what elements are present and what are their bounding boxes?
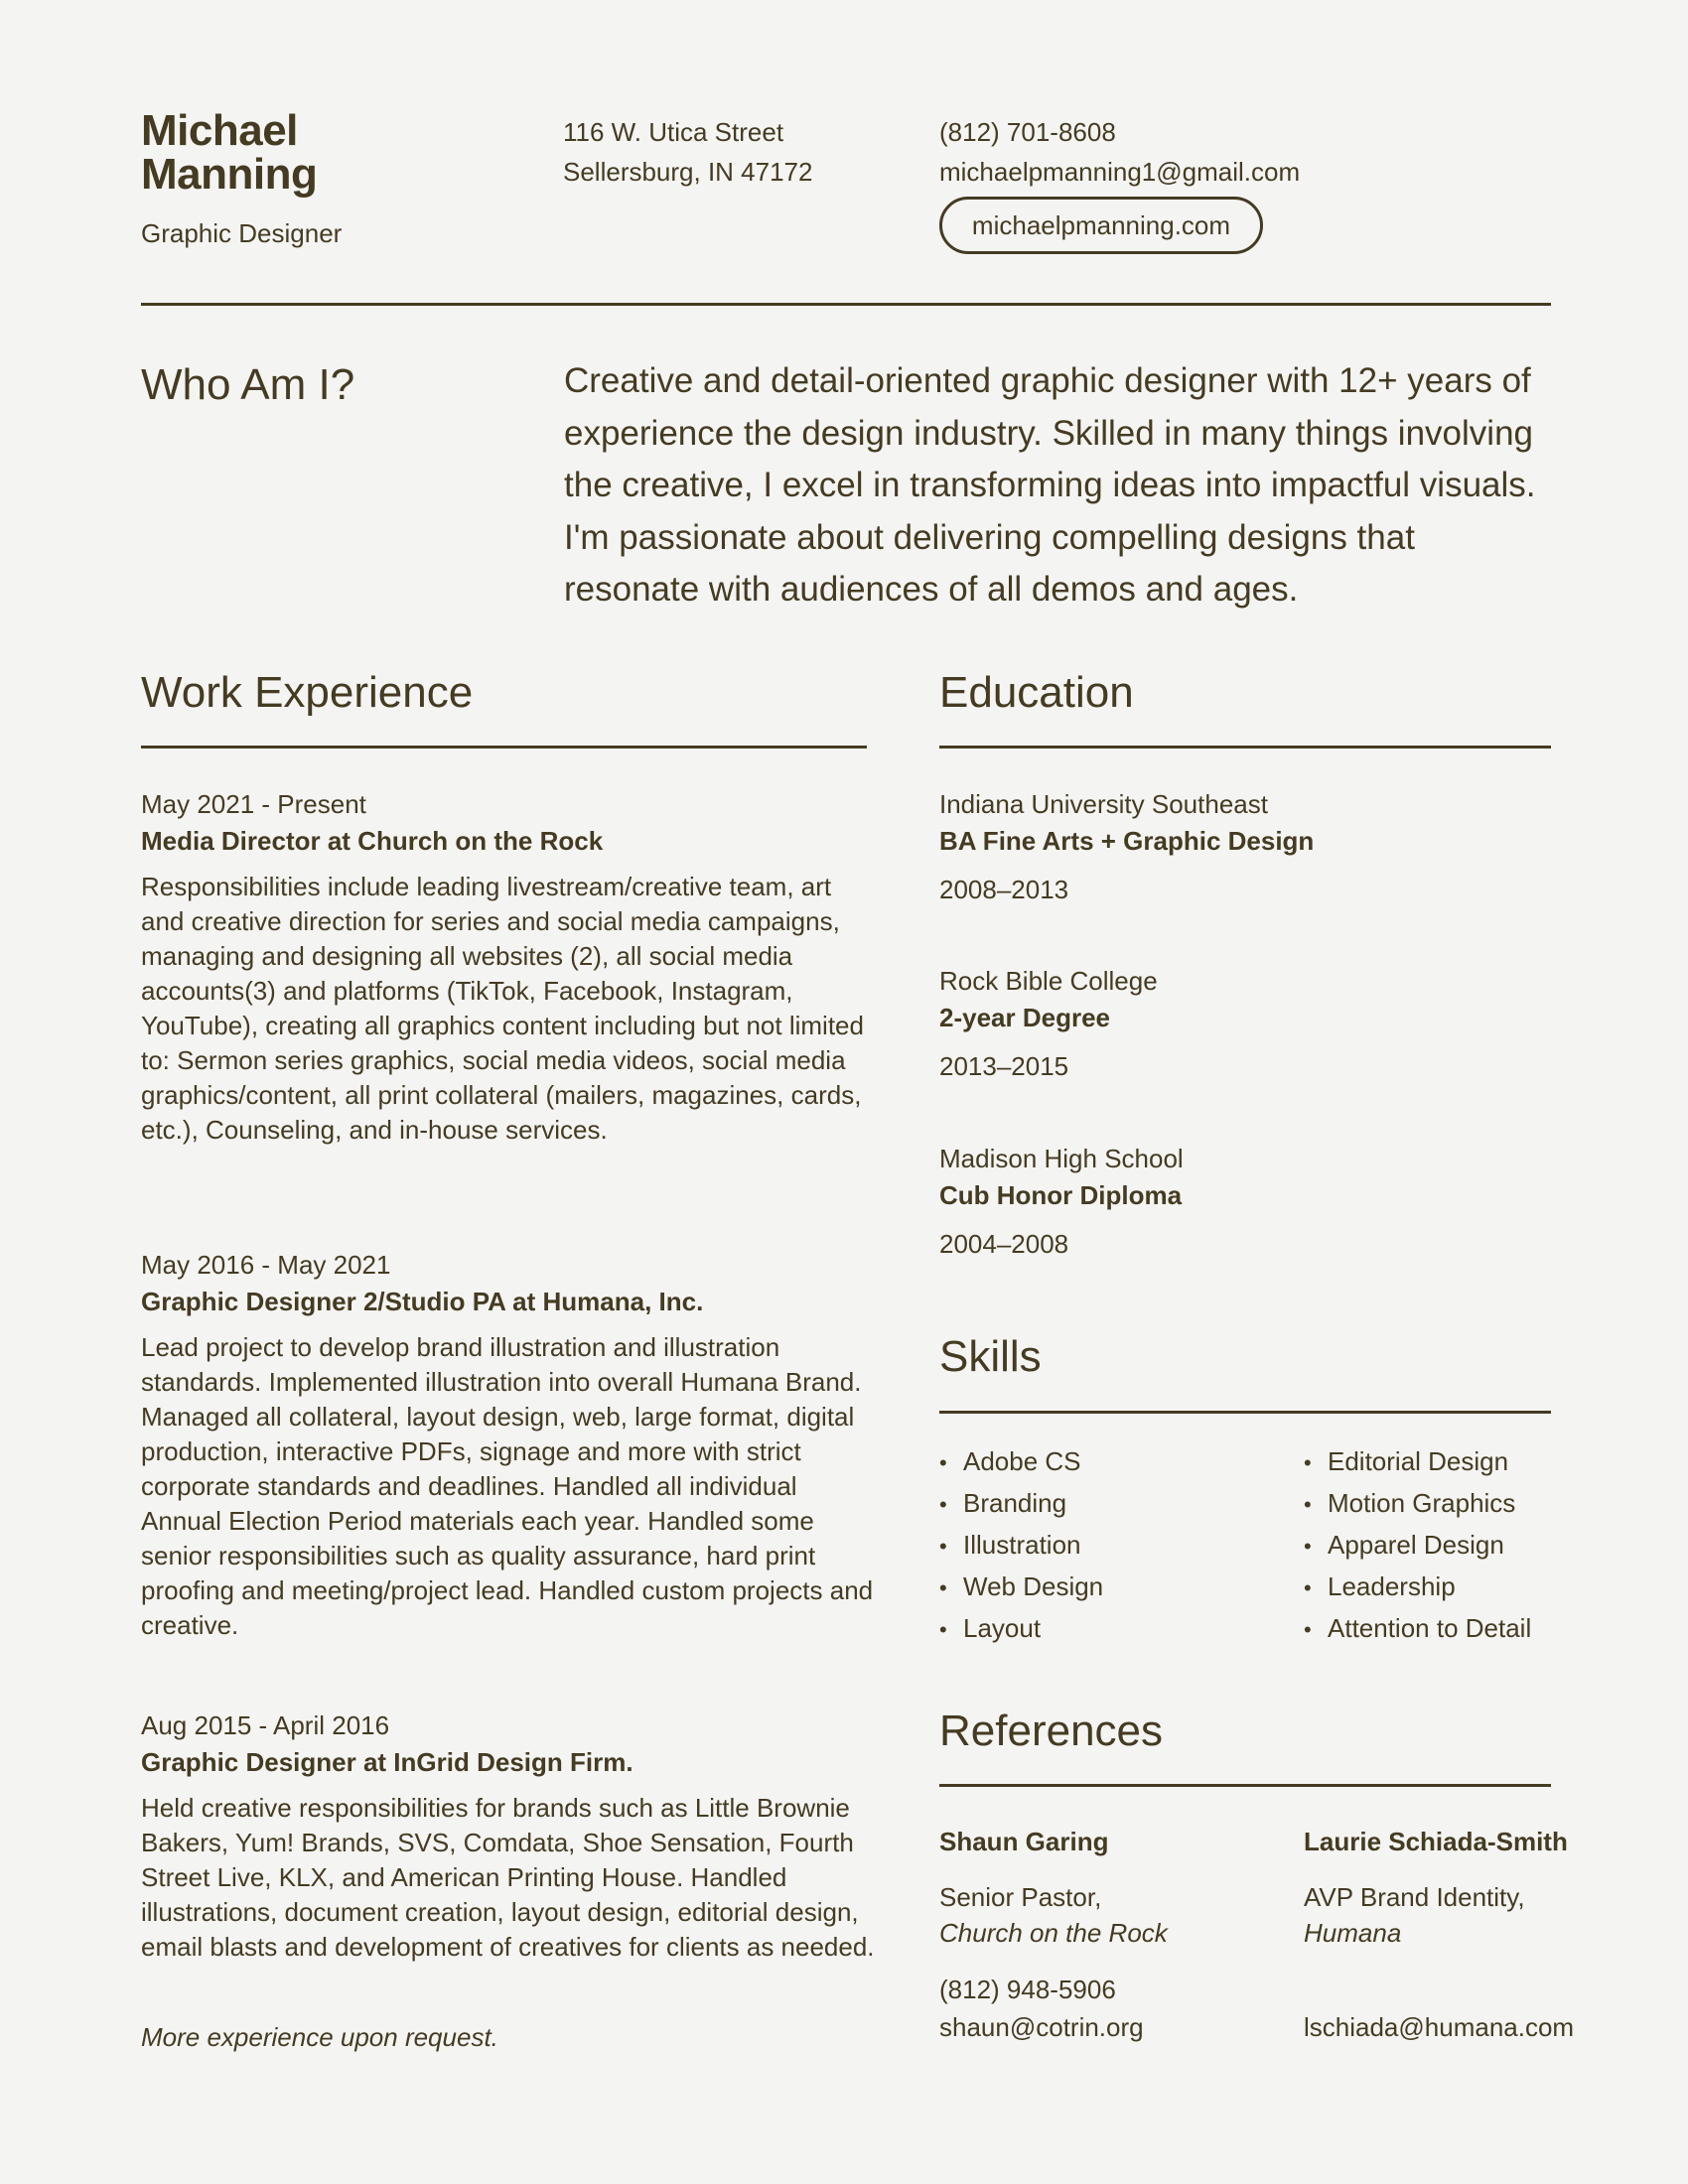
school-name: Madison High School: [939, 1144, 1184, 1173]
address-line-2: Sellersburg, IN 47172: [563, 157, 813, 187]
job-role: Media Director at Church on the Rock: [141, 826, 604, 856]
skill-item: • Layout: [939, 1608, 1103, 1650]
school-name: Indiana University Southeast: [939, 789, 1268, 819]
header-divider: [141, 303, 1551, 306]
reference-org: Humana: [1304, 1918, 1402, 1948]
degree: 2-year Degree: [939, 1003, 1110, 1032]
work-divider: [141, 746, 867, 749]
reference-entry: [1304, 1824, 1641, 2046]
skill-item: • Illustration: [939, 1525, 1103, 1567]
job-date: May 2021 - Present: [141, 789, 366, 819]
degree: Cub Honor Diploma: [939, 1180, 1183, 1210]
candidate-name: [141, 106, 318, 199]
reference-phone: (812) 948-5906: [939, 1975, 1116, 2004]
job-entry: [141, 1707, 876, 1965]
job-role: Graphic Designer 2/Studio PA at Humana, Inc.: [141, 1287, 704, 1316]
education-years: 2004–2008: [939, 1229, 1069, 1259]
address: [563, 112, 812, 192]
reference-email[interactable]: lschiada@humana.com: [1304, 2012, 1575, 2042]
reference-org: Church on the Rock: [939, 1918, 1168, 1948]
reference-phone: [1304, 1971, 1641, 2008]
skill-item: • Apparel Design: [1304, 1525, 1531, 1567]
skill-item: • Web Design: [939, 1567, 1103, 1608]
reference-title: AVP Brand Identity,: [1304, 1882, 1525, 1912]
website-button[interactable]: michaelpmanning.com: [939, 197, 1263, 254]
education-years: 2008–2013: [939, 875, 1069, 904]
email-link[interactable]: michaelpmanning1@gmail.com: [939, 157, 1301, 187]
skills-divider: [939, 1411, 1551, 1414]
skill-item: • Leadership: [1304, 1567, 1531, 1608]
reference-entry: [939, 1824, 1277, 2046]
job-role: Graphic Designer at InGrid Design Firm.: [141, 1747, 633, 1777]
job-description: Held creative responsibilities for brands such as Little Brownie Bakers, Yum! Brands, SVS, Comdata, Shoe Sensation, Fourth Street Live, KLX, and American Printing House. Handled illustrations, document creation, layout design, editorial design, email blasts and development of creatives for clients as needed.: [141, 1793, 875, 1962]
skill-item: • Editorial Design: [1304, 1441, 1531, 1483]
references-heading: References: [939, 1706, 1164, 1755]
skill-item: • Branding: [939, 1483, 1103, 1525]
job-entry: [141, 786, 876, 1148]
skills-heading: Skills: [939, 1332, 1042, 1381]
education-entry: [939, 786, 1555, 907]
skills-list-1: [939, 1441, 1103, 1650]
degree: BA Fine Arts + Graphic Design: [939, 826, 1315, 856]
name-last: Manning: [141, 150, 318, 199]
references-divider: [939, 1784, 1551, 1787]
reference-name: Laurie Schiada-Smith: [1304, 1827, 1568, 1856]
school-name: Rock Bible College: [939, 966, 1158, 996]
reference-title: Senior Pastor,: [939, 1882, 1102, 1912]
about-heading: Who Am I?: [141, 360, 355, 409]
skill-item: • Motion Graphics: [1304, 1483, 1531, 1525]
job-description: Lead project to develop brand illustration and illustration standards. Implemented illustration into overall Humana Brand. Managed all collateral, layout design, web, large format, digital production, interactive PDFs, signage and more with strict corporate standards and deadlines. Handled all individual Annual Election Period materials each year. Handled some senior responsibilities such as quality assurance, hard print proofing and meeting/project lead. Handled custom projects and creative.: [141, 1332, 874, 1640]
name-first: Michael: [141, 106, 298, 155]
job-entry: [141, 1247, 876, 1643]
education-entry: [939, 1141, 1555, 1262]
job-date: May 2016 - May 2021: [141, 1250, 391, 1280]
skill-item: • Adobe CS: [939, 1441, 1103, 1483]
reference-name: Shaun Garing: [939, 1827, 1109, 1856]
education-heading: Education: [939, 668, 1134, 717]
reference-email[interactable]: shaun@cotrin.org: [939, 2012, 1144, 2042]
skills-list-2: [1304, 1441, 1531, 1650]
work-heading: Work Experience: [141, 668, 474, 717]
education-divider: [939, 746, 1551, 749]
contact-info: [939, 112, 1300, 192]
more-experience-note: More experience upon request.: [141, 2022, 498, 2052]
education-entry: [939, 963, 1555, 1084]
education-years: 2013–2015: [939, 1051, 1069, 1081]
job-description: Responsibilities include leading livestream/creative team, art and creative direction for series and social media campaigns, managing and designing all websites (2), all social media accounts(3) and platforms (TikTok, Facebook, Instagram, YouTube), creating all graphics content including but not limited to: Sermon series graphics, social media videos, social media graphics/content, all print collateral (mailers, magazines, cards, etc.), Counseling, and in-house services.: [141, 872, 864, 1145]
job-title: Graphic Designer: [141, 218, 343, 248]
job-date: Aug 2015 - April 2016: [141, 1710, 390, 1740]
phone: (812) 701-8608: [939, 117, 1116, 147]
address-line-1: 116 W. Utica Street: [563, 117, 784, 147]
skill-item: • Attention to Detail: [1304, 1608, 1531, 1650]
about-text: Creative and detail-oriented graphic designer with 12+ years of experience the design industry. Skilled in many things involving the creative, I excel in transforming ideas into impactful visuals. I'm passionate about delivering compelling designs that resonate with audiences of all demos and ages.: [564, 361, 1536, 609]
